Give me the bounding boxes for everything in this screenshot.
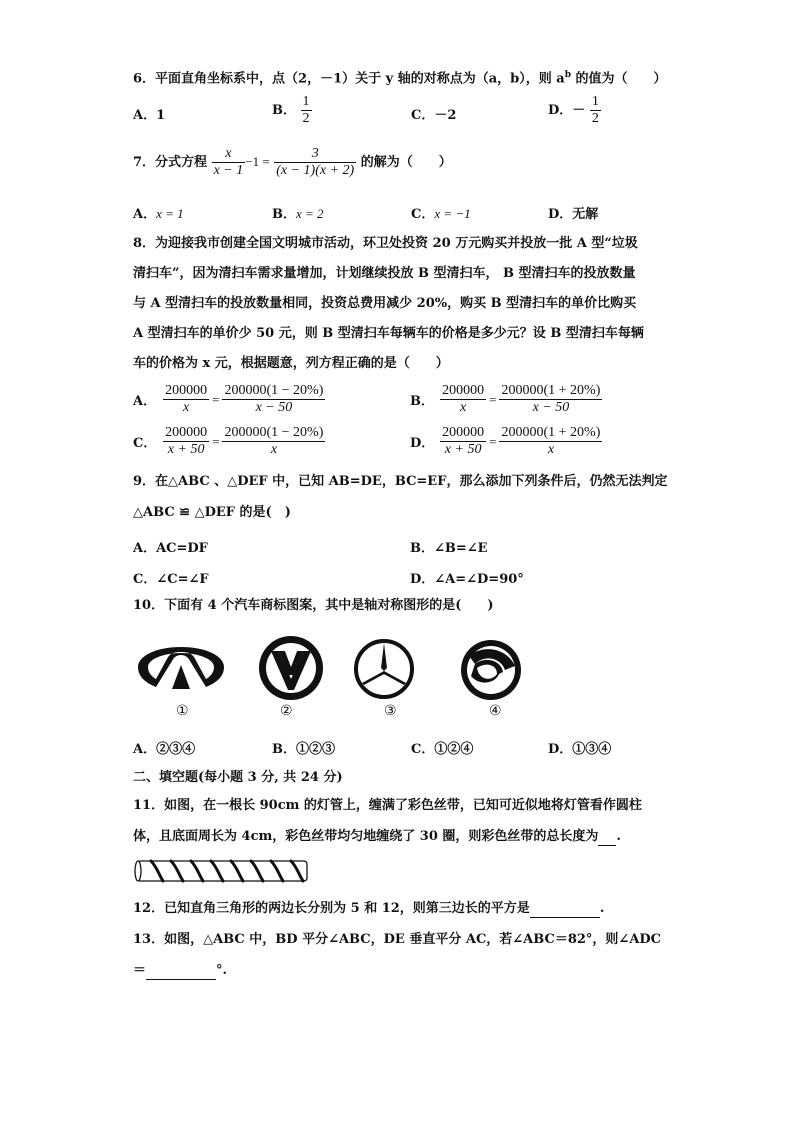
q11-answer-blank — [598, 831, 616, 846]
q11-line-2 — [133, 828, 621, 846]
q9-line-1: 9．在△ABC 、△DEF 中，已知 AB=DE，BC=EF，那么添加下列条件后，仍然无法判定 — [133, 474, 668, 489]
q9-option-c: C．∠C=∠F — [133, 572, 209, 587]
q10-option-d: D．①③④ — [548, 742, 612, 757]
q7-option-a-label: A． — [133, 207, 157, 222]
q6-option-b-label: B． — [272, 103, 296, 118]
q7-stem-post: 的解为（ ） — [360, 155, 452, 170]
q8-b-right-fraction — [499, 383, 602, 416]
q6-option-c: C．－2 — [411, 108, 457, 123]
q6-option-d — [548, 94, 601, 127]
frac-den: x + 50 — [444, 442, 482, 457]
equals-sign: = — [489, 391, 497, 407]
logo-label-4: ④ — [489, 703, 502, 719]
q8-c-left-fraction — [163, 425, 209, 458]
q9-option-d: D．∠A=∠D=90° — [410, 572, 524, 587]
q10-option-c: C．①②④ — [411, 742, 474, 757]
frac-num: 200000(1 + 20%) — [501, 383, 601, 398]
q8-line-5: 车的价格为 x 元，根据题意，列方程正确的是（ ） — [133, 356, 449, 371]
q8-line-2: 清扫车”，因为清扫车需求量增加，计划继续投放 B 型清扫车， B 型清扫车的投放数量 — [133, 266, 636, 281]
section-2-heading: 二、填空题(每小题 3 分, 共 24 分) — [133, 770, 343, 785]
q6-stem-sup: b — [564, 70, 572, 80]
car-logo-4-icon — [457, 638, 525, 702]
q8-option-c — [133, 425, 325, 458]
q8-a-right-fraction — [222, 383, 325, 416]
frac-den: (x − 1)(x + 2) — [276, 163, 355, 178]
frac-den: x — [547, 442, 555, 457]
logo-label-3: ③ — [384, 703, 397, 719]
q8-option-b-label: B． — [410, 394, 434, 409]
q6-option-d-fraction — [590, 94, 601, 127]
frac-den: x − 1 — [213, 163, 244, 178]
q9-option-a: A．AC=DF — [133, 541, 208, 556]
q8-option-c-label: C． — [133, 436, 157, 451]
frac-den: x — [183, 400, 190, 415]
q7-option-a — [133, 203, 184, 222]
q12-end: . — [599, 901, 605, 916]
q8-option-a-label: A． — [133, 394, 157, 409]
frac-den: x — [270, 442, 278, 457]
q6-option-a: A．1 — [133, 108, 166, 123]
frac-num: 1 — [302, 94, 310, 109]
q8-option-d — [410, 425, 602, 458]
frac-num: 200000(1 + 20%) — [501, 425, 601, 440]
frac-den: x − 50 — [255, 400, 293, 415]
q8-d-left-fraction — [440, 425, 486, 458]
logo-label-2: ② — [280, 703, 293, 719]
q12-answer-blank — [530, 903, 600, 918]
q8-c-right-fraction — [222, 425, 325, 458]
frac-num: 1 — [591, 94, 599, 109]
q11-end: . — [616, 829, 621, 844]
q8-d-right-fraction — [499, 425, 602, 458]
q6-option-b-fraction — [301, 94, 312, 127]
q13-line-1: 13．如图，△ABC 中，BD 平分∠ABC，DE 垂直平分 AC，若∠ABC＝82°，则∠ADC — [133, 932, 662, 947]
q7-option-d: D．无解 — [548, 207, 599, 222]
equals-sign: = — [212, 433, 220, 449]
equals-sign: = — [212, 391, 220, 407]
q13-answer-blank — [146, 965, 216, 980]
q10-stem: 10．下面有 4 个汽车商标图案，其中是轴对称图形的是( ) — [133, 598, 494, 613]
q7-stem-pre: 7．分式方程 — [133, 155, 208, 170]
tube-ribbon-figure — [133, 857, 313, 885]
q8-line-3: 与 A 型清扫车的投放数量相同，投资总费用减少 20%，购买 B 型清扫车的单价比购买 — [133, 296, 637, 311]
frac-num: 200000(1 − 20%) — [224, 383, 324, 398]
frac-num: 200000 — [442, 425, 485, 440]
q6-stem-pre: 6．平面直角坐标系中，点（2，－1）关于 y 轴的对称点为（a，b），则 a — [133, 71, 565, 87]
q10-option-a: A．②③④ — [133, 742, 196, 757]
q8-a-left-fraction — [163, 383, 209, 416]
q7-mid: −1 = — [245, 154, 270, 169]
q7-fraction-1 — [212, 146, 246, 179]
q7-stem — [133, 144, 452, 181]
q9-line-2: △ABC ≌ △DEF 的是( ) — [133, 505, 291, 520]
frac-den: x − 50 — [532, 400, 570, 415]
frac-num: 200000(1 − 20%) — [224, 425, 324, 440]
q6-option-b — [272, 94, 312, 127]
q8-option-d-label: D． — [410, 436, 435, 451]
frac-den: 2 — [591, 111, 599, 126]
q8-line-4: A 型清扫车的单价少 50 元，则 B 型清扫车每辆车的价格是多少元？设 B 型清扫车每辆 — [133, 326, 644, 341]
q7-option-c-label: C． — [411, 207, 435, 222]
q7-option-a-value: x = 1 — [156, 206, 184, 221]
q12-line — [133, 900, 604, 918]
q9-option-b: B．∠B=∠E — [410, 541, 488, 556]
car-logo-1-icon — [134, 643, 228, 693]
q13-line-2 — [133, 962, 227, 980]
q8-line-1: 8．为迎接我市创建全国文明城市活动，环卫处投资 20 万元购买并投放一批 A 型“垃圾 — [133, 236, 638, 251]
q11-line-1: 11．如图，在一根长 90cm 的灯管上，缠满了彩色丝带，已知可近似地将灯管看作圆柱 — [133, 798, 642, 813]
frac-num: 200000 — [165, 425, 208, 440]
frac-num: 200000 — [442, 383, 485, 398]
q8-option-b — [410, 383, 602, 416]
q7-fraction-2 — [274, 146, 356, 179]
equals-sign: = — [489, 433, 497, 449]
q6-stem-post: 的值为（ ） — [571, 71, 667, 87]
q12-text: 12．已知直角三角形的两边长分别为 5 和 12，则第三边长的平方是 — [133, 901, 530, 916]
q7-option-b — [272, 203, 324, 222]
q7-option-c-value: x = −1 — [434, 206, 471, 221]
car-logo-2-icon — [257, 634, 325, 702]
frac-num: 200000 — [165, 383, 208, 398]
q11-line-2-text: 体，且底面周长为 4cm，彩色丝带均匀地缠绕了 30 圈，则彩色丝带的总长度为 — [133, 829, 599, 844]
q7-option-b-label: B． — [272, 207, 296, 222]
q6-stem — [133, 66, 667, 88]
logo-label-1: ① — [176, 703, 189, 719]
q10-option-b: B．①②③ — [272, 742, 335, 757]
q7-option-c — [411, 203, 471, 222]
frac-num: x — [212, 146, 246, 163]
frac-den: x + 50 — [167, 442, 205, 457]
q8-option-a — [133, 383, 325, 416]
q7-option-b-value: x = 2 — [296, 206, 324, 221]
car-logo-3-icon — [353, 638, 415, 700]
q13-line-2-pre: ＝ — [133, 963, 147, 978]
frac-den: 2 — [302, 111, 310, 126]
q8-b-left-fraction — [440, 383, 486, 416]
q13-line-2-end: °. — [216, 963, 228, 978]
frac-den: x — [460, 400, 467, 415]
q6-option-d-label: D．－ — [548, 103, 586, 118]
frac-num: 3 — [274, 146, 356, 163]
